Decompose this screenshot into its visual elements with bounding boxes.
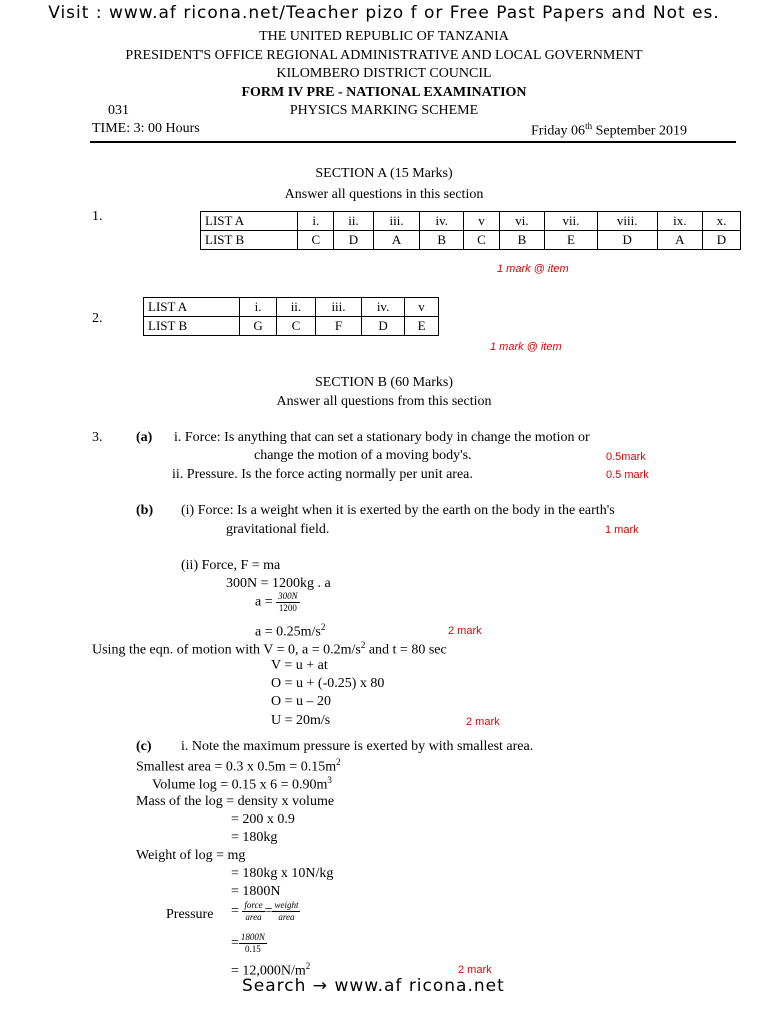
table-cell: viii. — [597, 212, 657, 231]
table-cell: x. — [702, 212, 740, 231]
motion-step-4: U = 20m/s — [271, 713, 331, 728]
table-cell: iii. — [373, 212, 420, 231]
section-a-title: SECTION A (15 Marks) — [315, 166, 453, 181]
table-cell: v — [405, 298, 439, 317]
table-cell: iv. — [362, 298, 405, 317]
eqn-intro: Using the eqn. of motion with V = 0, a = 0.2m/s — [92, 642, 361, 658]
q3b-i-continued: gravitational field. — [226, 522, 330, 537]
table-cell: iv. — [420, 212, 464, 231]
date-suffix: th — [585, 121, 593, 131]
q3b-i-mark: 1 mark — [605, 524, 639, 536]
q3a-i-continued: change the motion of a moving body's. — [254, 448, 472, 463]
q2-number: 2. — [92, 311, 103, 326]
q3b-ii-formula: (ii) Force, F = ma — [181, 558, 281, 573]
table-cell: C — [276, 317, 315, 336]
q3c-weight-step: = 180kg x 10N/kg — [231, 866, 334, 881]
watermark-top: Visit : www.af ricona.net/Teacher pizo f or Free Past Papers and Not es. — [48, 3, 720, 23]
table-cell: LIST B — [201, 231, 298, 250]
exam-time: TIME: 3: 00 Hours — [92, 121, 200, 136]
header-office: PRESIDENT'S OFFICE REGIONAL ADMINISTRATIVE AND LOCAL GOVERNMENT — [125, 48, 643, 63]
table-cell: E — [545, 231, 598, 250]
q3a-i-mark: 0.5mark — [606, 451, 646, 463]
date-day: Friday 06 — [531, 123, 586, 139]
q3b-ii-fraction — [276, 591, 300, 614]
section-a-instruction: Answer all questions in this section — [284, 187, 484, 202]
q3c-mark: 2 mark — [458, 964, 492, 976]
exam-date — [531, 121, 687, 140]
q3c-label: (c) — [136, 739, 152, 754]
watermark-bottom: Search → www.af ricona.net — [242, 976, 505, 996]
fraction-denominator: area — [278, 912, 295, 922]
q3-number: 3. — [92, 430, 103, 445]
table-cell: C — [298, 231, 334, 250]
smallest-area-value: Smallest area = 0.3 x 0.5m = 0.15m — [136, 759, 337, 775]
q1-row-list-b — [201, 231, 741, 250]
header-country: THE UNITED REPUBLIC OF TANZANIA — [259, 29, 509, 44]
q1-number: 1. — [92, 209, 103, 224]
q3c-mass-formula: Mass of the log = density x volume — [136, 794, 335, 809]
pressure-result-exponent: 2 — [305, 961, 311, 971]
pressure-sub-fraction — [239, 932, 267, 955]
pressure-sub-equals: = — [231, 935, 239, 951]
q3c-weight-result: = 1800N — [231, 884, 281, 899]
header-exam: FORM IV PRE - NATIONAL EXAMINATION — [241, 85, 527, 100]
q3c-smallest-area — [136, 757, 341, 776]
fraction-numerator: force — [244, 900, 263, 910]
q3c-mass-step: = 200 x 0.9 — [231, 812, 295, 827]
q3c-pressure-formula — [231, 900, 300, 923]
q3b-ii-result-exponent: 2 — [320, 622, 326, 632]
table-cell: A — [373, 231, 420, 250]
table-cell: vii. — [545, 212, 598, 231]
table-cell: D — [362, 317, 405, 336]
weight-over-area — [272, 900, 300, 923]
table-cell: i. — [298, 212, 334, 231]
q2-row-list-a — [144, 298, 439, 317]
table-cell: ii. — [276, 298, 315, 317]
table-cell: C — [464, 231, 500, 250]
q2-row-list-b — [144, 317, 439, 336]
q3b-ii-substitution: 300N = 1200kg . a — [226, 576, 331, 591]
table-cell: v — [464, 212, 500, 231]
table-cell: G — [240, 317, 277, 336]
section-b-instruction: Answer all questions from this section — [276, 394, 492, 409]
section-b-title: SECTION B (60 Marks) — [314, 375, 454, 390]
table-cell: D — [334, 231, 373, 250]
table-cell: B — [499, 231, 544, 250]
q3a-ii-mark: 0.5 mark — [606, 469, 649, 481]
fraction-numerator: 300N — [278, 591, 298, 601]
q3b-i-force: (i) Force: Is a weight when it is exerted by the earth on the body in the earth's — [181, 503, 615, 518]
fraction-denominator: area — [245, 912, 262, 922]
fraction-numerator: 1800N — [240, 932, 265, 942]
table-cell: vi. — [499, 212, 544, 231]
header-council: KILOMBERO DISTRICT COUNCIL — [276, 66, 492, 81]
q3c-weight-formula: Weight of log = mg — [136, 848, 246, 863]
fraction-denominator: 0.15 — [245, 944, 261, 954]
q3a-i-force: i. Force: Is anything that can set a stationary body in change the motion or — [174, 430, 590, 445]
q3b-ii-mark-1: 2 mark — [448, 625, 482, 637]
table-cell: D — [597, 231, 657, 250]
q3c-mass-result: = 180kg — [231, 830, 278, 845]
date-rest: September 2019 — [592, 123, 687, 139]
q3b-label: (b) — [136, 503, 154, 518]
table-cell: LIST A — [144, 298, 240, 317]
table-cell: ix. — [657, 212, 702, 231]
motion-step-3: O = u – 20 — [271, 694, 332, 709]
q2-answer-table — [143, 297, 439, 336]
table-cell: iii. — [315, 298, 361, 317]
table-cell: B — [420, 231, 464, 250]
pressure-result-value: = 12,000N/m — [231, 963, 306, 979]
header-subject: PHYSICS MARKING SCHEME — [289, 103, 479, 118]
fraction-denominator: 1200 — [278, 603, 297, 613]
q1-mark-note: 1 mark @ item — [497, 263, 569, 275]
q3b-ii-result — [255, 622, 325, 641]
table-cell: i. — [240, 298, 277, 317]
q2-mark-note: 1 mark @ item — [490, 341, 562, 353]
table-cell: E — [405, 317, 439, 336]
q3c-pressure-substitution — [231, 932, 267, 955]
table-cell: D — [702, 231, 740, 250]
q1-answer-table — [200, 211, 741, 250]
q3b-ii-fraction-line — [255, 591, 300, 614]
fraction-numerator: weight — [274, 900, 299, 910]
eqn-exponent: 2 — [360, 640, 366, 650]
q3a-ii-pressure: ii. Pressure. Is the force acting normally per unit area. — [172, 467, 473, 482]
paper-code: 031 — [108, 103, 129, 118]
pressure-equals-2: = — [264, 903, 273, 919]
smallest-area-exponent: 2 — [336, 757, 341, 767]
pressure-equals: = — [231, 903, 239, 919]
q3b-ii-a-equals: a = — [255, 594, 273, 610]
table-cell: A — [657, 231, 702, 250]
motion-step-2: O = u + (-0.25) x 80 — [271, 676, 385, 691]
equation-of-motion-line — [92, 640, 447, 659]
q3c-note: i. Note the maximum pressure is exerted by with smallest area. — [181, 739, 534, 754]
table-cell: LIST A — [201, 212, 298, 231]
q3c-pressure-label: Pressure — [166, 907, 214, 922]
q3c-volume — [152, 775, 332, 794]
motion-step-1: V = u + at — [271, 658, 328, 673]
volume-exponent: 3 — [327, 775, 332, 785]
eqn-time: and t = 80 sec — [365, 642, 447, 658]
q3a-label: (a) — [136, 430, 153, 445]
q1-row-list-a — [201, 212, 741, 231]
table-cell: ii. — [334, 212, 373, 231]
table-cell: LIST B — [144, 317, 240, 336]
q3b-ii-result-value: a = 0.25m/s — [255, 624, 321, 640]
q3b-ii-mark-2: 2 mark — [466, 716, 500, 728]
volume-value: Volume log = 0.15 x 6 = 0.90m — [152, 777, 328, 793]
force-over-area — [242, 900, 264, 923]
table-cell: F — [315, 317, 361, 336]
header-rule — [90, 141, 736, 143]
